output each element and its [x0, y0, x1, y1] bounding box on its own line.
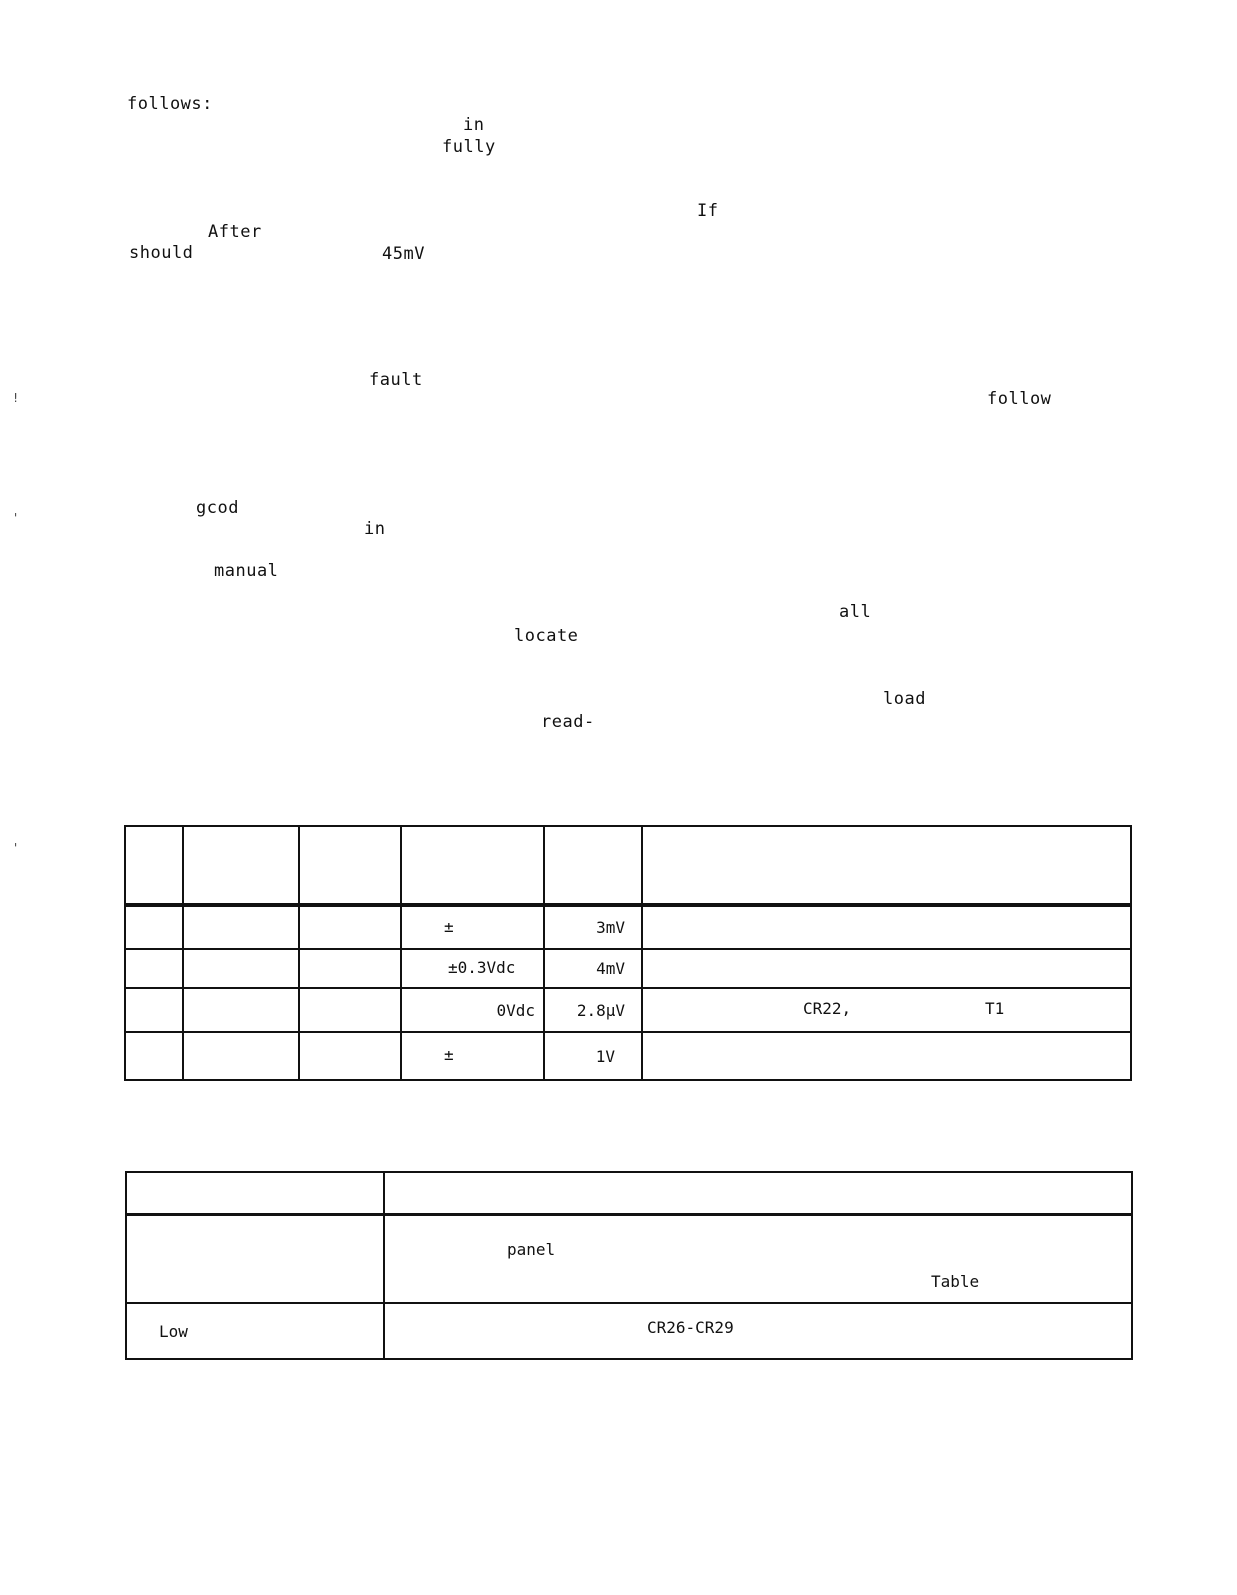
table-row — [125, 949, 1131, 988]
remedy-panel-text: panel — [507, 1240, 556, 1259]
text-locate: locate — [514, 626, 579, 646]
text-read: read- — [541, 712, 595, 732]
text-manual: manual — [214, 561, 279, 581]
remedy-table-ref: Table — [931, 1272, 980, 1291]
margin-mark: ! — [12, 391, 20, 405]
tolerance-cell: ± — [444, 1045, 454, 1064]
ripple-cell: 3mV — [544, 905, 642, 949]
text-fully: fully — [442, 137, 496, 157]
text-good: gcod — [196, 498, 239, 518]
text-should: should — [129, 243, 194, 263]
table-row — [125, 905, 1131, 949]
remedy-parts-text: CR26-CR29 — [647, 1318, 734, 1337]
table-row — [125, 1032, 1131, 1080]
text-follow: follow — [987, 389, 1052, 409]
note-part-cr22: CR22, — [803, 999, 852, 1018]
table-row — [125, 988, 1131, 1032]
ripple-cell: 4mV — [544, 949, 642, 988]
note-part-t1: T1 — [985, 999, 1005, 1018]
margin-mark: ' — [12, 841, 20, 855]
margin-mark: ' — [12, 511, 20, 525]
tolerance-cell: 0Vdc — [401, 988, 544, 1032]
text-in-1: in — [463, 115, 485, 135]
table-row — [126, 1303, 1132, 1359]
text-all: all — [839, 602, 872, 622]
text-if: If — [697, 201, 719, 221]
table-row — [126, 1215, 1132, 1304]
tolerance-cell: ± — [444, 917, 454, 936]
output-table — [124, 825, 1132, 1081]
troubleshooting-table — [125, 1171, 1133, 1360]
text-45mv: 45mV — [382, 244, 425, 264]
ripple-cell: 2.8µV — [544, 988, 642, 1032]
table-header-row — [125, 826, 1131, 905]
symptom-cell: Low — [126, 1303, 384, 1359]
table-header-row — [126, 1172, 1132, 1215]
ripple-cell: 1V — [544, 1032, 642, 1080]
text-fault: fault — [369, 370, 423, 390]
tolerance-cell: ±0.3Vdc — [448, 958, 516, 977]
text-follows: follows: — [127, 94, 213, 114]
text-in-2: in — [364, 519, 386, 539]
text-load: load — [883, 689, 926, 709]
text-after: After — [208, 222, 262, 242]
